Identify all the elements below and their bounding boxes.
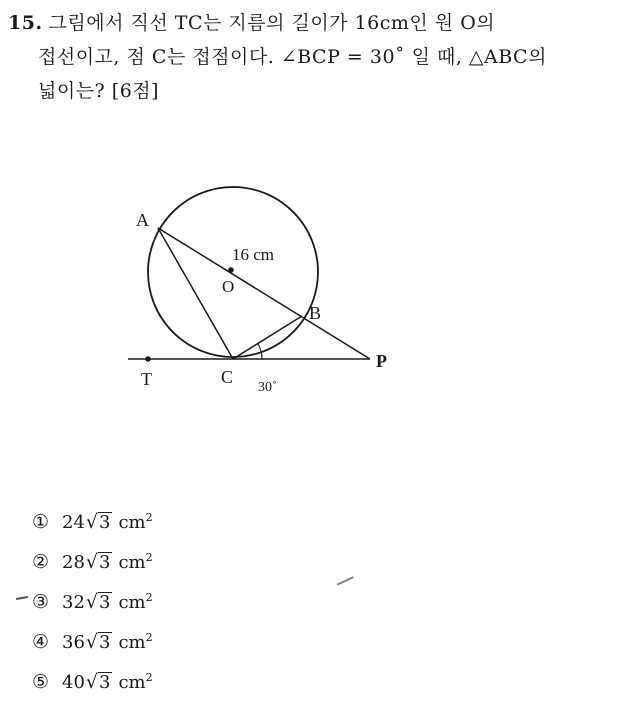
choice-4[interactable] [32,622,153,662]
point-t [145,356,151,362]
angle-arc [258,344,262,359]
choice-3-sqrt [86,591,113,613]
choice-5-exponent: 2 [145,671,153,684]
answer-choices [32,502,153,702]
choice-2-coefficient: 28 [62,551,85,573]
choice-2[interactable] [32,542,153,582]
choice-2-mark: ② [32,551,50,573]
question-number: 15. [8,12,43,34]
choice-5-unit: cm [118,672,146,693]
choice-3-radicand: 3 [99,592,111,613]
choice-3-coefficient: 32 [62,591,85,613]
choice-1[interactable] [32,502,153,542]
choice-4-mark: ④ [32,631,50,653]
label-t: T [141,369,152,389]
choice-3-mark: ③ [32,591,50,613]
choice-2-unit-group [118,551,152,573]
choice-1-mark: ① [32,511,50,533]
choice-5-coefficient: 40 [62,671,85,693]
choice-4-sqrt [86,631,113,653]
choice-5-sqrt [86,671,113,693]
choice-4-radicand: 3 [99,632,111,653]
sqrt-icon: √ [85,671,99,693]
choice-2-unit: cm [118,552,146,573]
choice-5-unit-group [118,671,152,693]
choice-1-radicand: 3 [99,512,111,533]
choice-5[interactable] [32,662,153,702]
choice-1-unit-group [118,511,152,533]
label-o: O [222,277,235,296]
sqrt-icon: √ [85,551,99,573]
choice-1-unit: cm [118,512,146,533]
choice-1-exponent: 2 [145,511,153,524]
circle-o [148,187,318,357]
label-c: C [221,367,234,387]
choice-2-sqrt [86,551,113,573]
sqrt-icon: √ [85,591,99,613]
choice-4-exponent: 2 [145,631,153,644]
choice-5-mark: ⑤ [32,671,50,693]
sqrt-icon: √ [85,511,99,533]
choice-1-coefficient: 24 [62,511,85,533]
sqrt-icon: √ [85,631,99,653]
center-point-o [228,267,234,273]
choice-3-unit: cm [118,592,146,613]
choice-4-unit: cm [118,632,146,653]
choice-3[interactable] [32,582,153,622]
question-line-3: 넓이는? [6점] [38,80,160,102]
choice-4-coefficient: 36 [62,631,85,653]
label-b: B [309,303,322,323]
question-line-1-text: 그림에서 직선 TC는 지름의 길이가 16cm인 원 O의 [48,12,496,34]
choice-3-unit-group [118,591,152,613]
diameter-label: 16 cm [232,245,275,264]
choice-4-unit-group [118,631,152,653]
angle-label: 30˚ [258,380,277,395]
choice-1-sqrt [86,511,113,533]
segment-cb [233,316,302,359]
label-p: P [376,351,387,371]
choice-2-exponent: 2 [145,551,153,564]
question-line-2: 접선이고, 점 C는 접점이다. ∠BCP = 30˚ 일 때, △ABC의 [38,46,547,68]
choice-3-exponent: 2 [145,591,153,604]
choice-2-radicand: 3 [99,552,111,573]
label-a: A [136,210,149,230]
choice-5-radicand: 3 [99,672,111,693]
